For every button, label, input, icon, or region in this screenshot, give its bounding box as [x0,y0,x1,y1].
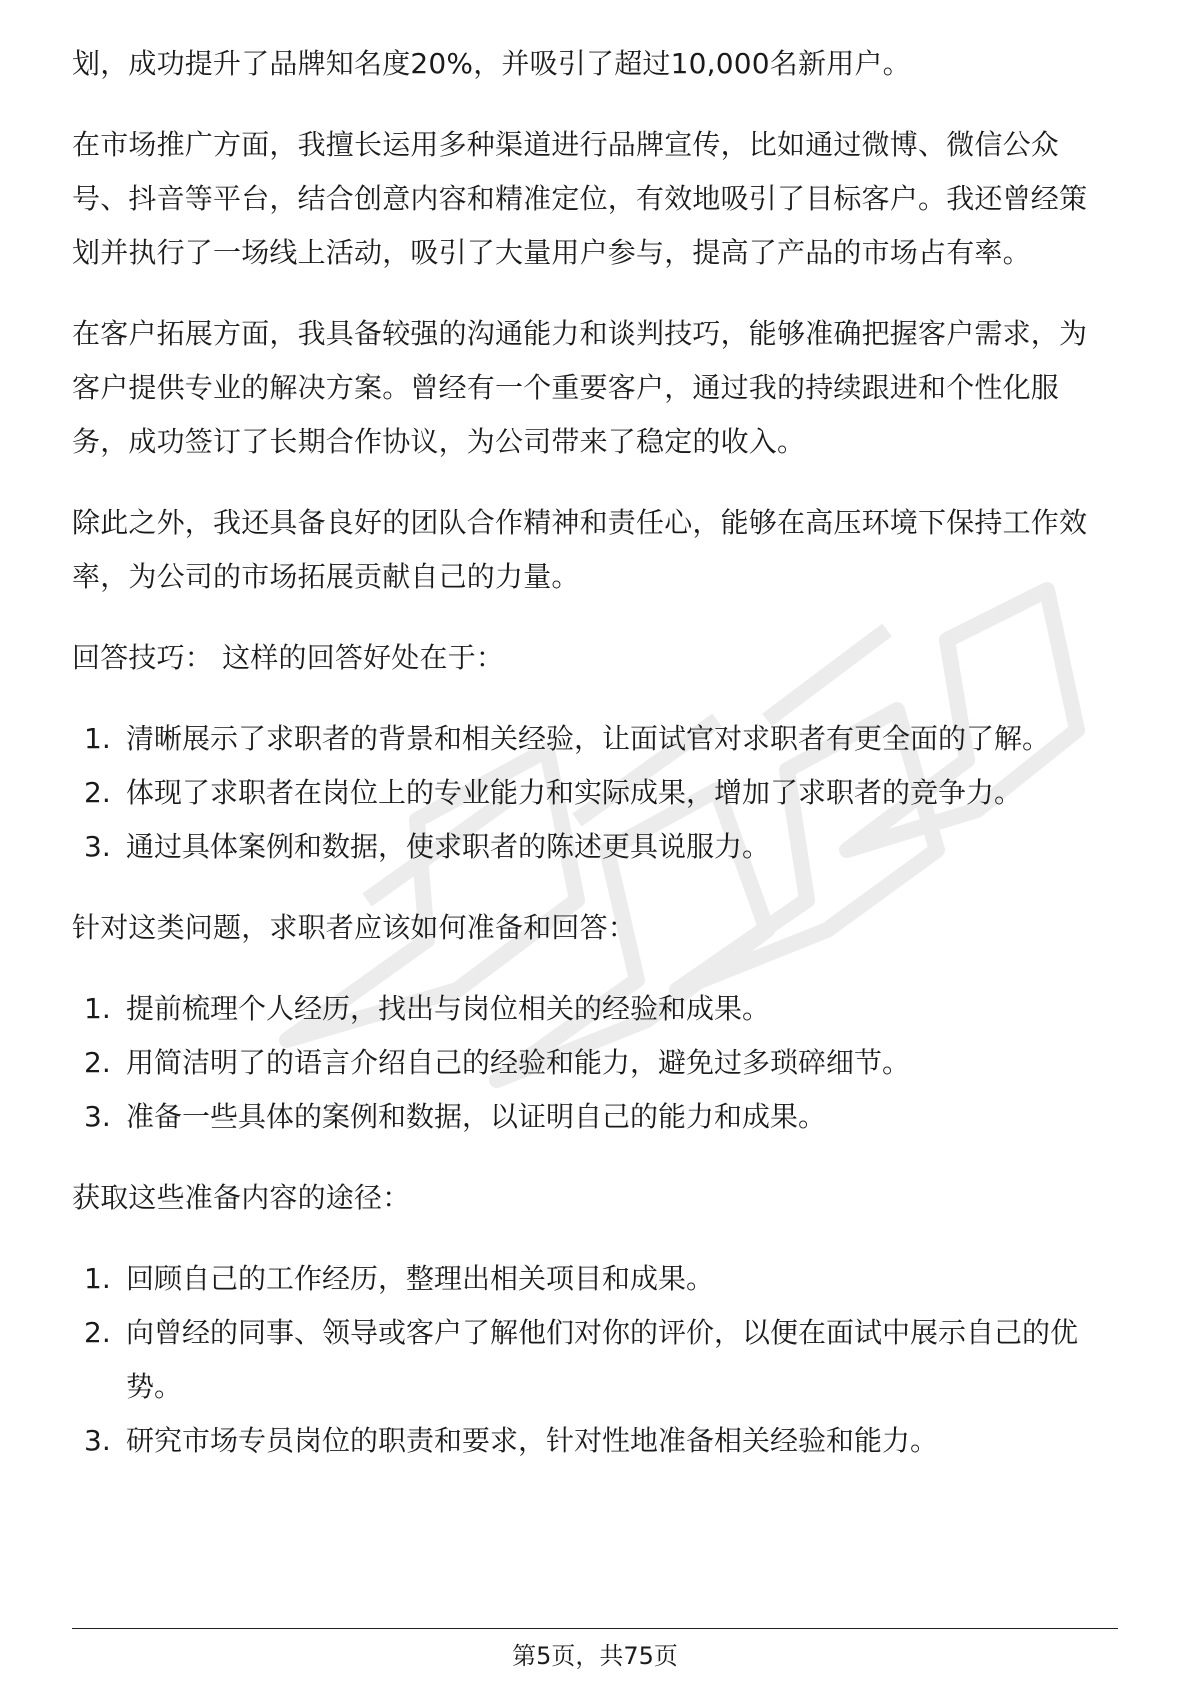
footer-divider [72,1628,1118,1629]
paragraph-line: 在市场推广方面，我擅长运用多种渠道进行品牌宣传，比如通过微博、微信公众 [72,128,1060,161]
list-number: 3. [84,1424,111,1457]
list-number: 1. [84,992,111,1025]
page-number: 第5页，共75页 [512,1642,678,1670]
paragraph-line: 在客户拓展方面，我具备较强的沟通能力和谈判技巧，能够准确把握客户需求，为 [72,317,1088,350]
list-text-continuation: 势。 [126,1370,183,1403]
list-text: 研究市场专员岗位的职责和要求，针对性地准备相关经验和能力。 [126,1424,939,1457]
document-page [72,0,1118,1684]
section-heading-tips: 回答技巧： 这样的回答好处在于： [72,641,505,674]
list-text: 向曾经的同事、领导或客户了解他们对你的评价，以便在面试中展示自己的优 [126,1316,1079,1349]
list-number: 2. [84,776,111,809]
list-text: 用简洁明了的语言介绍自己的经验和能力，避免过多琐碎细节。 [126,1046,911,1079]
paragraph-line: 客户提供专业的解决方案。曾经有一个重要客户，通过我的持续跟进和个性化服 [72,371,1060,404]
paragraph-line: 除此之外，我还具备良好的团队合作精神和责任心，能够在高压环境下保持工作效 [72,506,1088,539]
paragraph-line: 率，为公司的市场拓展贡献自己的力量。 [72,560,580,593]
list-text: 准备一些具体的案例和数据，以证明自己的能力和成果。 [126,1100,827,1133]
list-text: 清晰展示了求职者的背景和相关经验，让面试官对求职者有更全面的了解。 [126,722,1051,755]
list-text: 回顾自己的工作经历，整理出相关项目和成果。 [126,1262,715,1295]
list-number: 3. [84,1100,111,1133]
section-heading-sources: 获取这些准备内容的途径： [72,1181,411,1214]
paragraph-line: 务，成功签订了长期合作协议，为公司带来了稳定的收入。 [72,425,806,458]
list-number: 1. [84,1262,111,1295]
list-number: 3. [84,830,111,863]
list-text: 通过具体案例和数据，使求职者的陈述更具说服力。 [126,830,771,863]
list-number: 2. [84,1316,111,1349]
paragraph-line: 号、抖音等平台，结合创意内容和精准定位，有效地吸引了目标客户。我还曾经策 [72,182,1088,215]
list-text: 提前梳理个人经历，找出与岗位相关的经验和成果。 [126,992,771,1025]
section-heading-prepare: 针对这类问题，求职者应该如何准备和回答： [72,911,637,944]
paragraph-line: 划，成功提升了品牌知名度20%，并吸引了超过10,000名新用户。 [72,47,911,80]
list-number: 1. [84,722,111,755]
paragraph-line: 划并执行了一场线上活动，吸引了大量用户参与，提高了产品的市场占有率。 [72,236,1031,269]
list-number: 2. [84,1046,111,1079]
list-text: 体现了求职者在岗位上的专业能力和实际成果，增加了求职者的竞争力。 [126,776,1023,809]
